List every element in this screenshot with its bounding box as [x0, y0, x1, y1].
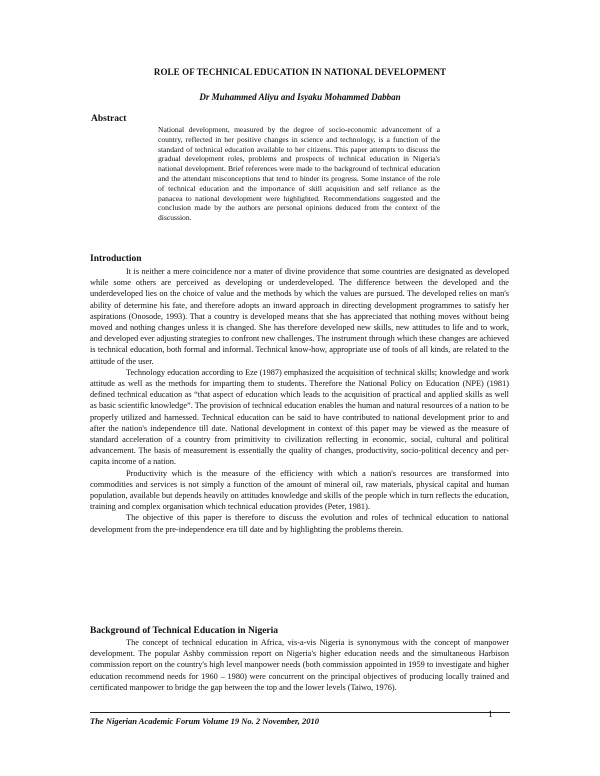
background-paragraph: The concept of technical education in Africa, vis-a-vis Nigeria is synonymous with the concept of manpower development. The popular Ashby commission report on Nigeria's higher education needs and the simultaneous Harbison commission report on the country's high level manpower needs (both commission appointed in 1959 to investigate and higher education recommend needs for 1960 – 1980) were concurrent on the principal objectives of producing locally trained and certificated manpower to bridge the gap between the top and the lower levels (Taiwo, 1976).	[90, 638, 509, 692]
introduction-paragraph: It is neither a mere coincidence nor a mater of divine providence that some countries are designated as developed while some others are perceived as developing or underdeveloped. The difference between the developed and the underdeveloped lies on the choice of value and the methods by which the values are pursued. The developed relies on man's ability of determine his fate, and therefore adopts an inward approach in directing development programmes to satisfy her aspirations (Onosode, 1993). That a country is developed means that she has appreciated that nothing moves without being moved and nothing changes unless it is changed. She has therefore developed new skills, new attitudes to life and to work, and developed ever adjusting strategies to confront new challenges. The instrument through which these changes are achieved is technical education, both formal and informal. Technical know-how, appropriate use of tools of all kinds, are related to the attitude of the user.	[90, 267, 509, 366]
introduction-paragraph: The objective of this paper is therefore to discuss the evolution and roles of technical education to national development from the pre-independence era till date and by highlighting the problems therein.	[90, 513, 509, 534]
page-number: 1	[488, 710, 493, 720]
footer-divider	[90, 712, 510, 713]
journal-footer: The Nigerian Academic Forum Volume 19 No. 2 November, 2010	[90, 716, 319, 726]
background-heading: Background of Technical Education in Nigeria	[90, 626, 279, 636]
paper-authors: Dr Muhammed Aliyu and Isyaku Mohammed Dabban	[199, 92, 401, 102]
abstract-text: National development, measured by the degree of socio-economic advancement of a country, reflected in her positive changes in science and technology, is a function of the standard of technical education available to her citizens. This paper attempts to discuss the gradual development roles, problems and prospects of technical education in Nigeria's national development. Brief references were made to the background of technical education and the attendant misconceptions that tend to hinder its progress. Some instance of the role of technical education and the importance of skill acquisition and self reliance as the panacea to national development were highlighted. Recommendations suggested and the conclusion made by the authors are personal opinions deduced from the context of the discussion.	[158, 125, 440, 223]
introduction-heading: Introduction	[90, 254, 142, 264]
introduction-paragraph: Technology education according to Eze (1987) emphasized the acquisition of technical skills; knowledge and work attitude as well as the methods for imparting them to students. Therefore the National Policy on Education (NPE) (1981) defined technical education as “that aspect of education which leads to the acquisition of practical and applied skills as well as basic scientific knowledge”. The provision of technical education enables the human and natural resources of a nation to be properly utilized and harnessed. Technical education can be said to have contributed to national development prior to and after the nation's independence till date. National development in context of this paper may be viewed as the measure of standard acceleration of a country from primitivity to civilization reflecting in economic, social, cultural and political advancement. The basis of measurement is essentially the quality of changes, productivity, socio-political decency and per-capita income of a nation.	[90, 367, 509, 467]
abstract-heading: Abstract	[91, 114, 127, 124]
paper-title: ROLE OF TECHNICAL EDUCATION IN NATIONAL DEVELOPMENT	[153, 67, 447, 77]
introduction-paragraph: Productivity which is the measure of the efficiency with which a nation's resources are transformed into commodities and services is not simply a function of the amount of mineral oil, raw materials, physical capital and human population, available but depends heavily on attitudes knowledge and skills of the people which in turn reflects the education, training and complex organisation which technical education provides (Peter, 1981).	[90, 468, 509, 512]
introduction-body	[90, 266, 509, 535]
background-body	[90, 637, 509, 693]
